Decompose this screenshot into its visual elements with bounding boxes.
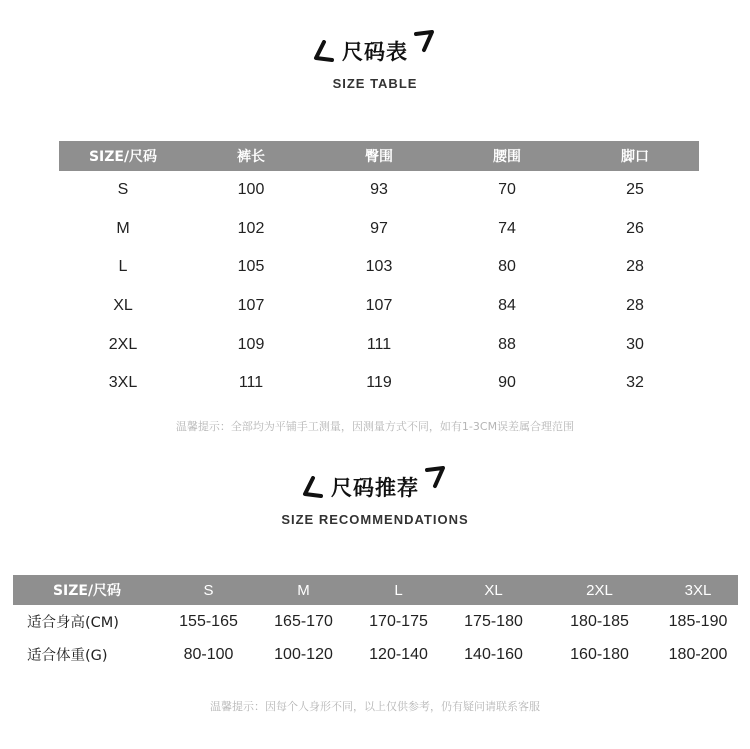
table-cell: 160-180 [570,645,629,663]
size-recommendations-table [13,575,738,671]
table-cell: 180-200 [668,645,728,663]
header-hem: 脚口 [621,149,649,165]
table-cell: 80-100 [183,645,234,663]
table-cell: 107 [365,297,393,315]
table-cell: 84 [498,297,516,315]
table-row [59,210,699,249]
table-cell: 140-160 [464,645,523,663]
table-cell: 26 [626,219,644,237]
reference-tip: 温馨提示：因每个人身形不同，以上仅供参考，仍有疑问请联系客服 [210,700,540,713]
row-label-weight: 适合体重(G) [27,648,108,664]
table-cell: 165-170 [274,612,333,630]
table-cell: 109 [237,335,265,353]
recommendations-title-block [0,472,750,527]
table-cell: 105 [237,258,265,276]
table-row [13,605,738,638]
recommendations-header [13,575,738,605]
recommendations-title [331,472,419,502]
row-label-height: 适合身高(CM) [27,615,119,631]
size-table-title [342,36,408,66]
header-waist: 腰围 [493,149,521,165]
table-cell: 100-120 [274,645,333,663]
table-cell: 28 [626,297,644,315]
size-table-subtitle: SIZE TABLE [332,76,418,91]
header-length: 裤长 [237,149,265,165]
header-s: S [203,581,214,599]
table-row [59,364,699,403]
table-cell: 119 [366,374,392,392]
header-xl: XL [484,581,503,599]
header-l: L [394,581,403,599]
table-cell: L [118,258,128,276]
table-cell: 74 [498,219,516,237]
table-cell: 30 [626,335,644,353]
header-3xl: 3XL [684,581,712,599]
recommendations-subtitle: SIZE RECOMMENDATIONS [281,512,469,527]
measurement-tip: 温馨提示：全部均为平铺手工测量，因测量方式不同，如有1-3CM误差属合理范围 [175,420,575,433]
table-row [59,325,699,364]
table-cell: 80 [498,258,516,276]
recommendations-title-cn: 尺码推荐 [331,476,419,500]
header-size: SIZE/尺码 [88,149,158,165]
size-table [59,141,699,403]
table-cell: 175-180 [464,612,523,630]
table-cell: 2XL [108,335,138,353]
table-row [13,638,738,671]
table-cell: XL [113,297,133,315]
header-size: SIZE/尺码 [52,583,122,599]
table-cell: 111 [238,374,264,392]
table-cell: 28 [626,258,644,276]
table-cell: 32 [626,374,644,392]
table-cell: 97 [370,219,388,237]
size-table-title-block [0,36,750,91]
table-cell: 107 [237,297,265,315]
header-2xl: 2XL [586,581,613,599]
right-stroke-icon [414,30,436,54]
header-m: M [297,581,310,599]
right-stroke-icon [425,466,447,490]
table-cell: 100 [237,181,265,199]
left-stroke-icon [312,40,334,64]
table-cell: 185-190 [668,612,728,630]
table-cell: 111 [366,335,392,353]
table-row [59,248,699,287]
table-cell: 120-140 [369,645,428,663]
table-cell: 180-185 [570,612,629,630]
header-hip: 臀围 [365,149,393,165]
table-cell: 155-165 [179,612,238,630]
table-row [59,171,699,210]
table-cell: 3XL [108,374,138,392]
left-stroke-icon [301,476,323,500]
table-cell: M [116,219,130,237]
table-cell: 102 [237,219,265,237]
table-row [59,287,699,326]
table-cell: 93 [370,181,388,199]
table-cell: S [117,181,129,199]
table-cell: 25 [626,181,644,199]
table-cell: 90 [498,374,516,392]
size-table-header [59,141,699,171]
table-cell: 70 [498,181,516,199]
size-table-title-cn: 尺码表 [342,40,408,64]
table-cell: 88 [498,335,516,353]
table-cell: 103 [365,258,393,276]
table-cell: 170-175 [369,612,428,630]
